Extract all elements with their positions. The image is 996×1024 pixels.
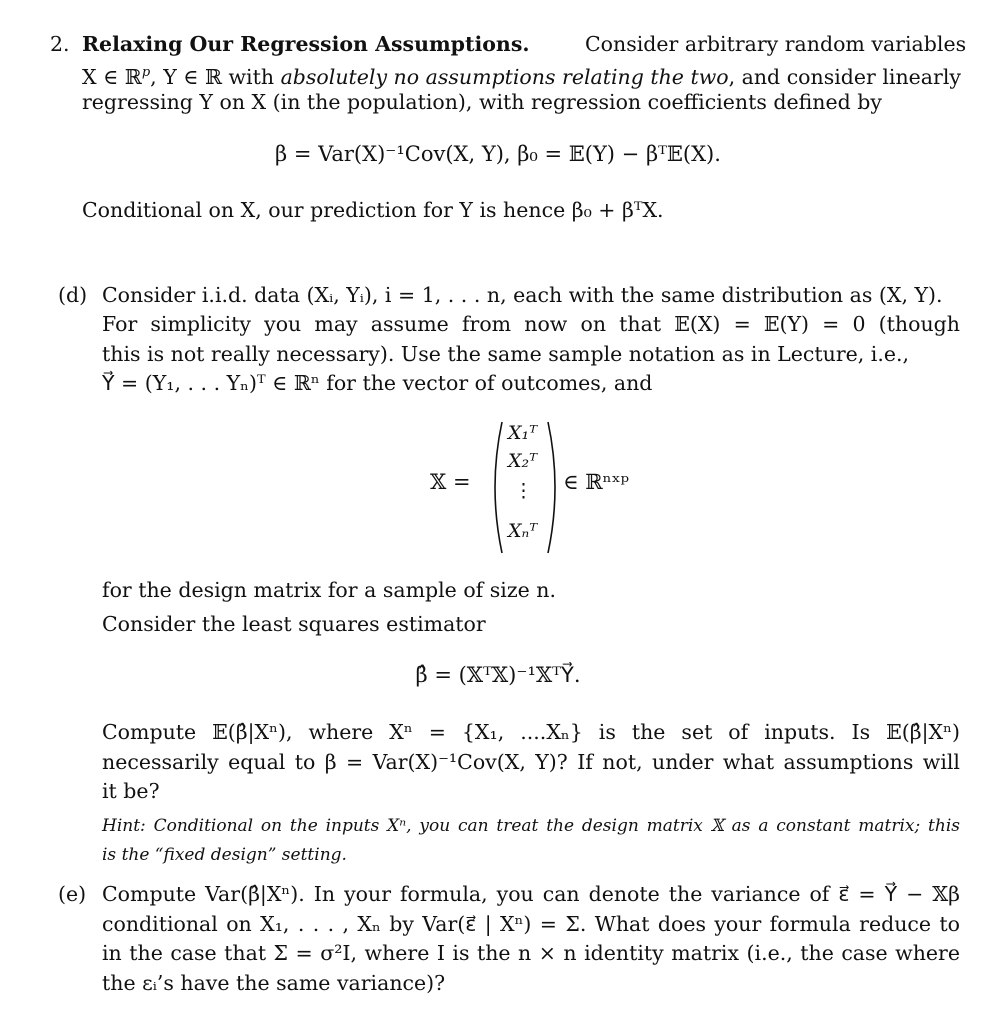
problem-intro-line-1: Consider arbitrary random variables [585, 32, 967, 56]
beta-equation: β = Var(X)⁻¹Cov(X, Y), β₀ = 𝔼(Y) − βᵀ𝔼(X). [275, 142, 721, 166]
design-matrix [430, 420, 690, 555]
matrix-lhs: 𝕏 = [430, 470, 471, 494]
part-d-line-9: it be? [102, 779, 160, 803]
part-d-line-8: necessarily equal to β = Var(X)⁻¹Cov(X, Y)? If not, under what assumptions will [102, 750, 960, 774]
problem-title: Relaxing Our Regression Assumptions. [82, 32, 530, 56]
part-e-line-2: conditional on X₁, . . . , Xₙ by Var(ε⃗ | Xⁿ) = Σ. What does your formula reduce to [102, 912, 960, 936]
part-e-line-1: Compute Var(β̂|Xⁿ). In your formula, you can denote the variance of ε⃗ = Y⃗ − 𝕏β [102, 882, 960, 906]
problem-intro-line-2 [82, 59, 961, 91]
hint-line-1: Hint: Conditional on the inputs Xⁿ, you can treat the design matrix 𝕏 as a constant matrix; this [102, 816, 960, 836]
part-e-line-4: the εᵢ’s have the same variance)? [102, 971, 446, 995]
matrix-entry-row-2: X₂ᵀ [508, 450, 538, 472]
problem-intro-line-3: regressing Y on X (in the population), with regression coefficients defined by [82, 90, 882, 114]
matrix-column [490, 420, 560, 555]
problem-number: 2. [50, 32, 70, 56]
part-e-line-3: in the case that Σ = σ²I, where I is the n × n identity matrix (i.e., the case where [102, 941, 960, 965]
matrix-rhs: ∈ ℝⁿˣᵖ [563, 470, 630, 494]
hint-line-2: is the “fixed design” setting. [102, 845, 347, 865]
intro-y-in-r: , Y ∈ ℝ with [150, 64, 281, 89]
intro-linearly: , and consider linearly [728, 64, 961, 89]
part-e-label: (e) [58, 882, 87, 906]
part-d-line-7: Compute 𝔼(β̂|Xⁿ), where Xⁿ = {X₁, ....Xₙ} is the set of inputs. Is 𝔼(β̂|Xⁿ) [102, 720, 960, 744]
intro-emphasis: absolutely no assumptions relating the two [280, 64, 729, 89]
conditional-prediction: Conditional on X, our prediction for Y is hence β₀ + βᵀX. [82, 198, 664, 222]
intro-x-in-rp: X ∈ ℝ [82, 64, 142, 89]
part-d-line-5: for the design matrix for a sample of size n. [102, 578, 557, 602]
problem-title-line [82, 30, 530, 58]
part-d-line-4: Y⃗ = (Y₁, . . . Yₙ)ᵀ ∈ ℝⁿ for the vector of outcomes, and [102, 371, 653, 395]
part-d-line-6: Consider the least squares estimator [102, 612, 486, 636]
part-d-label: (d) [58, 283, 88, 307]
intro-p-superscript: p [141, 65, 151, 80]
part-d-line-3: this is not really necessary). Use the same sample notation as in Lecture, i.e., [102, 342, 910, 366]
matrix-entry-row-1: X₁ᵀ [508, 422, 538, 444]
matrix-entry-row-n: Xₙᵀ [508, 520, 538, 542]
least-squares-estimator: β̂ = (𝕏ᵀ𝕏)⁻¹𝕏ᵀY⃗. [415, 663, 581, 687]
part-d-line-2: For simplicity you may assume from now on that 𝔼(X) = 𝔼(Y) = 0 (though [102, 312, 960, 336]
matrix-entry-vdots: ⋮ [514, 480, 533, 502]
part-d-line-1: Consider i.i.d. data (Xᵢ, Yᵢ), i = 1, . . . n, each with the same distribution as (X, Y). [102, 283, 943, 307]
